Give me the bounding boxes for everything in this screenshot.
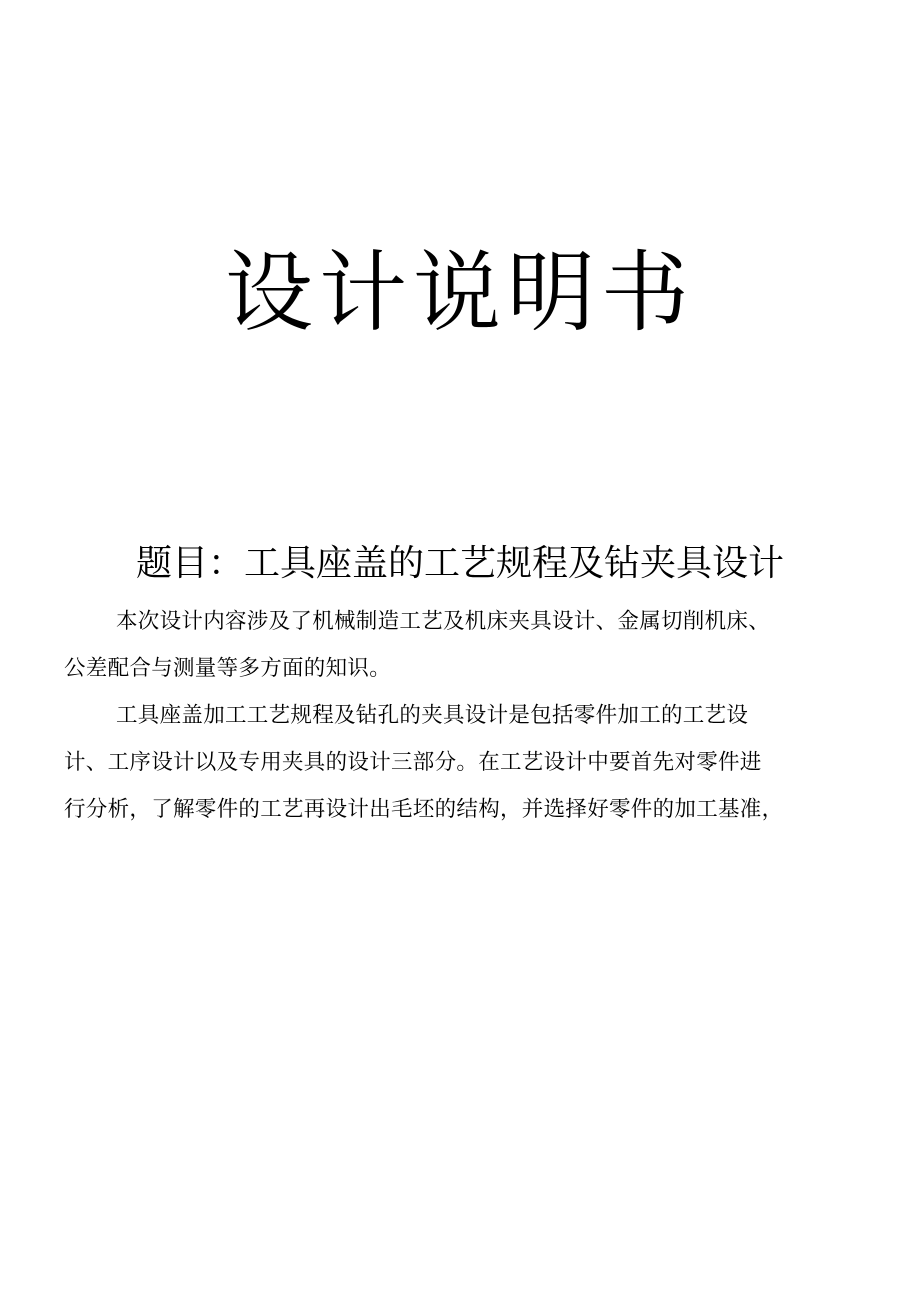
paragraph-line: 公差配合与测量等多方面的知识。 — [64, 656, 392, 681]
paragraph-1 — [64, 598, 884, 692]
paragraph-line: 行分析，了解零件的工艺再设计出毛坯的结构，并选择好零件的加工基准， — [64, 797, 784, 822]
paragraph-line: 本次设计内容涉及了机械制造工艺及机床夹具设计、金属切削机床、 — [116, 609, 771, 634]
subject-heading: 题目：工具座盖的工艺规程及钻夹具设计 — [135, 543, 784, 584]
paragraph-line: 计、工序设计以及专用夹具的设计三部分。在工艺设计中要首先对零件进 — [64, 750, 762, 775]
paragraph-line: 工具座盖加工工艺规程及钻孔的夹具设计是包括零件加工的工艺设 — [116, 703, 749, 728]
paragraph-2 — [64, 692, 884, 833]
document-title: 设计说明书 — [224, 241, 695, 344]
